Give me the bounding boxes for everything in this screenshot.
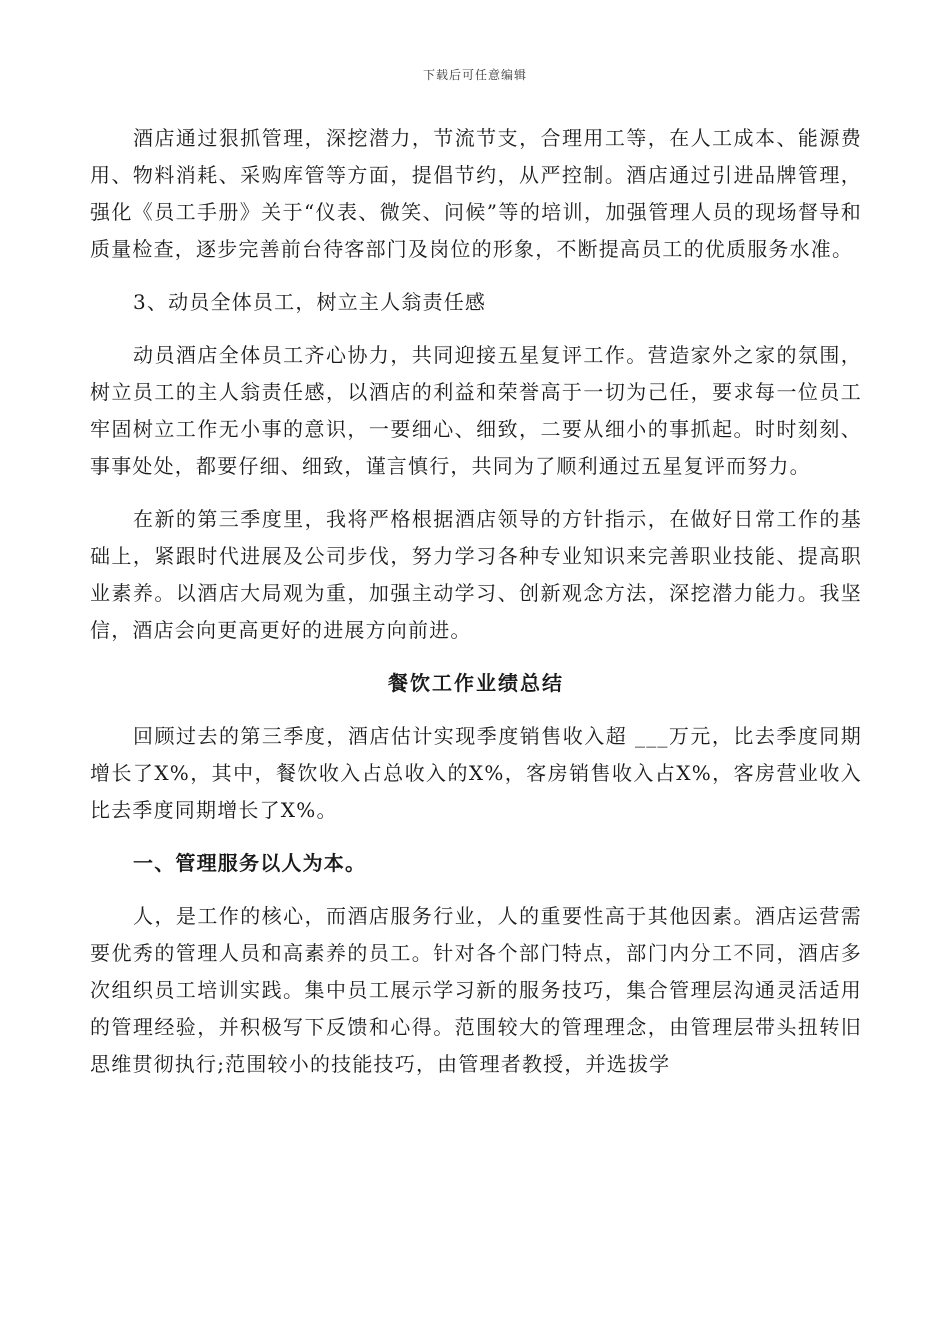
paragraph-people-first: 人，是工作的核心，而酒店服务行业，人的重要性高于其他因素。酒店运营需要优秀的管理人员和高素养的员工。针对各个部门特点，部门内分工不同，酒店多次组织员工培训实践。集中员工展示学习新的服务技巧，集合管理层沟通灵活适用的管理经验，并积极写下反馈和心得。范围较大的管理理念，由管理层带头扭转旧思维贯彻执行;范围较小的技能技巧，由管理者教授，并选拔学 (90, 904, 862, 1076)
section-heading-3: 3、动员全体员工，树立主人翁责任感 (133, 290, 487, 314)
paragraph-mobilize-staff: 动员酒店全体员工齐心协力，共同迎接五星复评工作。营造家外之家的氛围，树立员工的主人翁责任感，以酒店的利益和荣誉高于一切为己任，要求每一位员工牢固树立工作无小事的意识，一要细心、细致，二要从细小的事抓起。时时刻刻、事事处处，都要仔细、细致，谨言慎行，共同为了顺利通过五星复评而努力。 (90, 343, 862, 478)
document-title: 餐饮工作业绩总结 (388, 671, 564, 695)
document-body (90, 120, 862, 1083)
paragraph-review: 回顾过去的第三季度，酒店估计实现季度销售收入超 ___万元，比去季度同期增长了X%，其中，餐饮收入占总收入的X%，客房销售收入占X%，客房营业收入比去季度同期增长了X%。 (90, 724, 862, 822)
section-heading-1: 一、管理服务以人为本。 (133, 851, 367, 875)
paragraph-third-quarter: 在新的第三季度里，我将严格根据酒店领导的方针指示，在做好日常工作的基础上，紧跟时代进展及公司步伐，努力学习各种专业知识来完善职业技能、提高职业素养。以酒店大局观为重，加强主动学习、创新观念方法，深挖潜力能力。我坚信，酒店会向更高更好的进展方向前进。 (90, 507, 862, 642)
paragraph-cost-control: 酒店通过狠抓管理，深挖潜力，节流节支，合理用工等，在人工成本、能源费用、物料消耗、采购库管等方面，提倡节约，从严控制。酒店通过引进品牌管理，强化《员工手册》关于“仪表、微笑、问候”等的培训，加强管理人员的现场督导和质量检查，逐步完善前台待客部门及岗位的形象，不断提高员工的优质服务水准。 (90, 126, 862, 261)
page-header: 下载后可任意编辑 (422, 68, 527, 82)
